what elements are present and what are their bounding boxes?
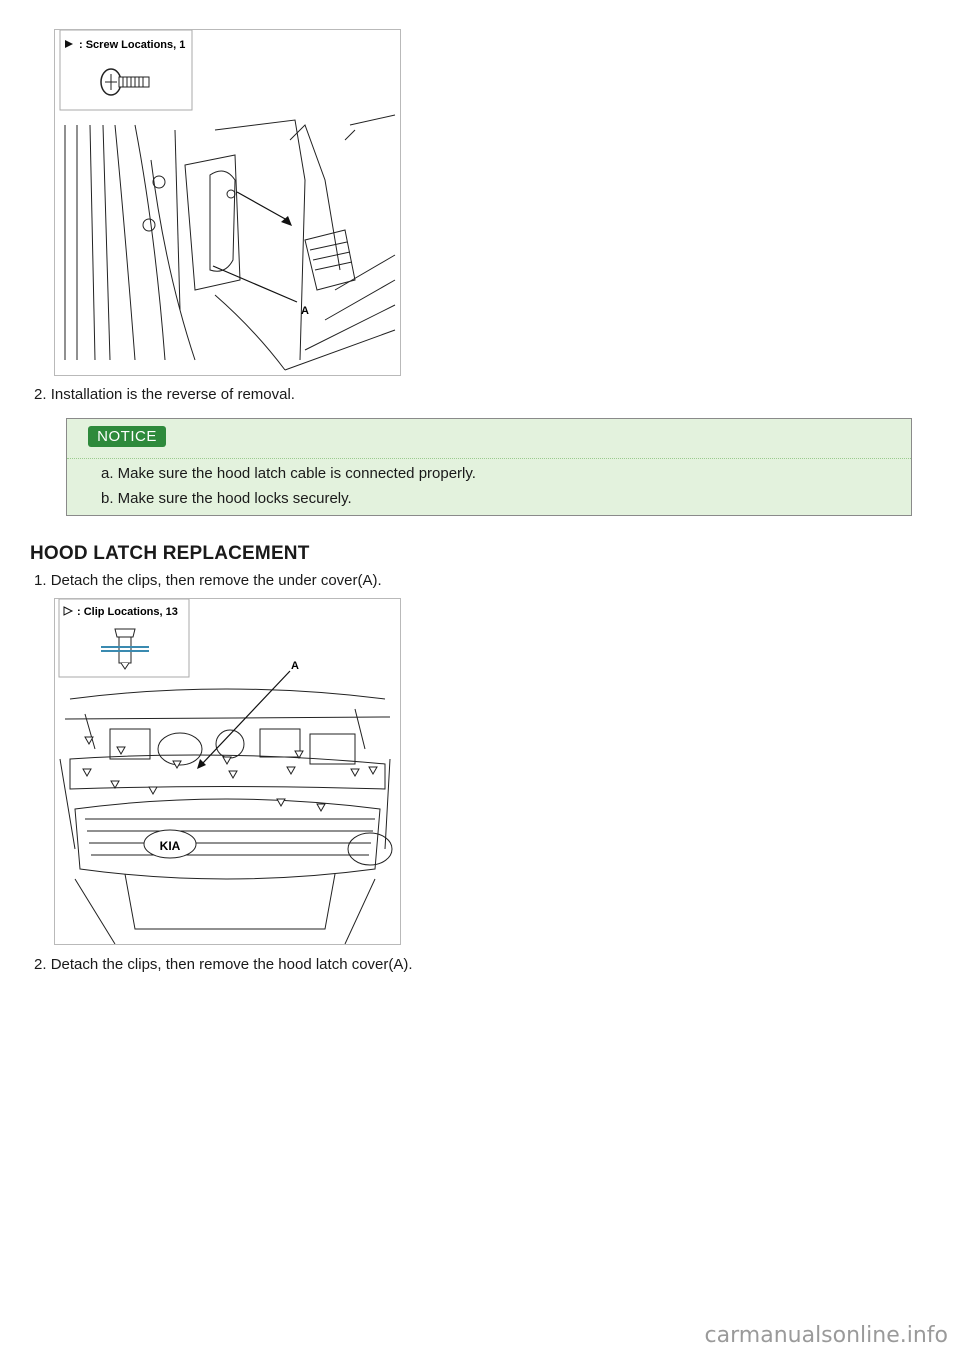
kick-panel-illustration bbox=[65, 115, 395, 370]
step-text: Installation is the reverse of removal. bbox=[50, 386, 295, 403]
step-item bbox=[34, 956, 413, 974]
step-number: 2. bbox=[34, 386, 47, 403]
callout-a: A bbox=[291, 660, 299, 672]
notice-item: b. Make sure the hood locks securely. bbox=[101, 490, 352, 507]
notice-divider bbox=[67, 458, 911, 459]
kia-logo: KIA bbox=[159, 839, 181, 853]
clip-marker-icon bbox=[83, 737, 377, 811]
section-heading: HOOD LATCH REPLACEMENT bbox=[30, 543, 310, 564]
front-end-illustration bbox=[60, 689, 392, 944]
step-text: Detach the clips, then remove the under cover(A). bbox=[50, 572, 382, 589]
step-number: 2. bbox=[34, 956, 47, 973]
step-text: Detach the clips, then remove the hood latch cover(A). bbox=[50, 956, 413, 973]
step-item bbox=[34, 572, 382, 590]
figure-clip-locations bbox=[54, 598, 401, 945]
step-number: 1. bbox=[34, 572, 47, 589]
step-item bbox=[34, 386, 295, 404]
footer-watermark: carmanualsonline.info bbox=[704, 1323, 948, 1348]
legend-label: : Clip Locations, 13 bbox=[77, 606, 178, 618]
notice-item: a. Make sure the hood latch cable is connected properly. bbox=[101, 465, 476, 482]
figure-screw-locations bbox=[54, 29, 401, 376]
notice-badge: NOTICE bbox=[88, 426, 166, 447]
legend-label: : Screw Locations, 1 bbox=[79, 39, 186, 51]
notice-box bbox=[66, 418, 912, 516]
callout-a: A bbox=[301, 305, 309, 317]
